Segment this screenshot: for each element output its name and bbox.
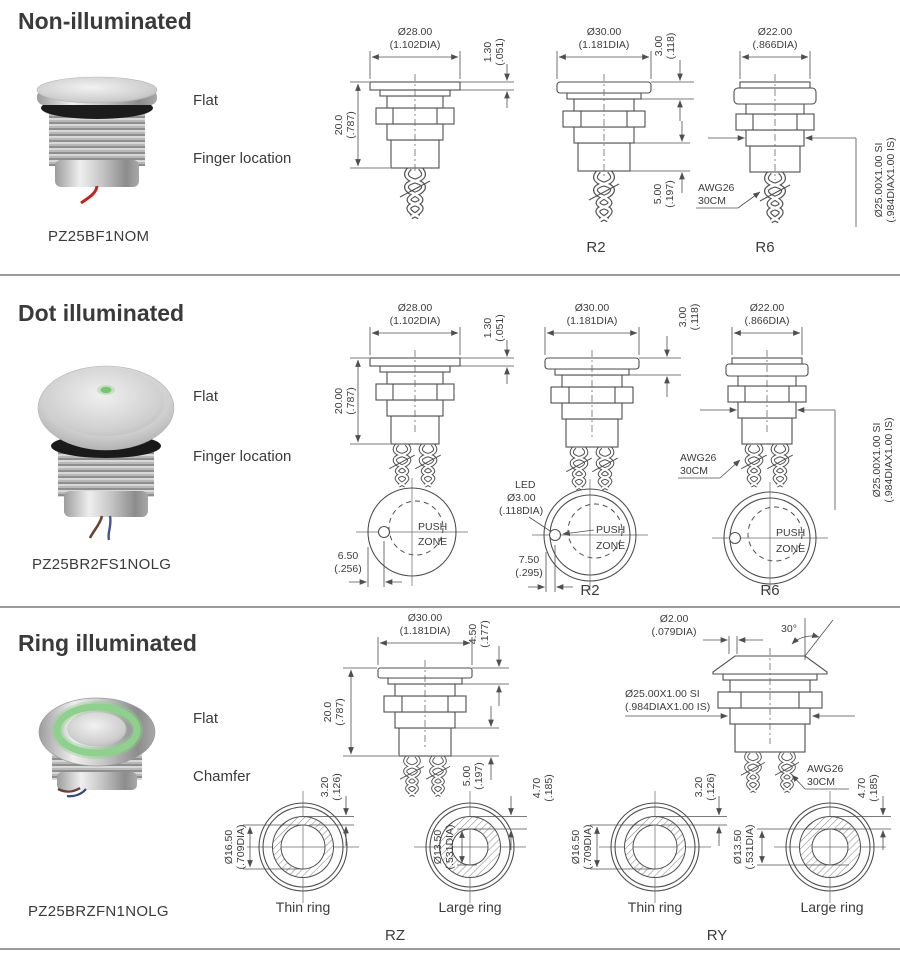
dim-label: (.256) <box>334 563 362 575</box>
dim-label: 4.70 <box>531 777 543 799</box>
drawing-s1-r6 <box>690 22 900 267</box>
dim-label: (.787) <box>345 387 357 415</box>
switch-side-view <box>557 74 651 220</box>
ring-style-label: Large ring <box>800 899 864 915</box>
drawing-s3-rz <box>215 610 555 954</box>
dim-label: 3.00 <box>677 306 689 328</box>
dim-label: (.531DIA) <box>444 824 456 870</box>
photo-bottom-cap <box>57 772 137 790</box>
dim-label: 3.00 <box>653 35 665 57</box>
push-zone-label: PUSH <box>418 521 448 533</box>
dim-label: 1.30 <box>482 317 494 339</box>
wire-label: 30CM <box>807 776 836 788</box>
dim-label: Ø30.00 <box>574 302 610 314</box>
label-finger-location-1: Finger location <box>193 150 292 167</box>
variant-label: R2 <box>580 582 600 599</box>
dim-label: 4.70 <box>856 777 868 799</box>
angle-label: 30° <box>781 623 797 635</box>
switch-side-view <box>370 74 460 217</box>
bottom-divider <box>0 948 900 950</box>
dim-label: 6.50 <box>337 550 359 562</box>
switch-side-view <box>726 350 808 486</box>
dim-label: (1.181DIA) <box>578 39 630 51</box>
dim-label: (.866DIA) <box>744 315 790 327</box>
variant-label: RY <box>706 927 728 944</box>
dim-label: Ø16.50 <box>570 829 582 865</box>
section-divider <box>0 274 900 276</box>
dim-label: (.079DIA) <box>651 626 697 638</box>
dim-label: (.984DIAX1.00 IS) <box>625 701 711 713</box>
dim-label: Ø25.00X1.00 SI <box>873 142 885 218</box>
dim-label: (.185) <box>868 774 880 802</box>
dim-label: (.118) <box>665 32 677 60</box>
dim-label: 20.00 <box>333 387 345 415</box>
dim-label: Ø13.50 <box>732 829 744 865</box>
photo-wire-blue <box>109 516 111 540</box>
label-chamfer-3: Chamfer <box>193 768 251 785</box>
ring-views <box>570 773 891 915</box>
led-label: Ø3.00 <box>507 492 536 504</box>
dim-label: 3.20 <box>319 776 331 798</box>
dim-label: (.126) <box>705 773 717 801</box>
switch-side-view <box>378 660 472 795</box>
dim-label: Ø28.00 <box>397 26 433 38</box>
variant-label: RZ <box>385 927 405 944</box>
photo-wire-dark <box>90 516 102 538</box>
dim-label: (.709DIA) <box>582 824 594 870</box>
drawing-s1-r2 <box>512 22 708 267</box>
dim-label: 7.50 <box>518 554 540 566</box>
photo-red-wire <box>81 186 97 203</box>
switch-side-view <box>545 350 639 489</box>
push-zone-label: ZONE <box>418 536 448 548</box>
push-zone-label: PUSH <box>596 524 626 536</box>
label-flat-3: Flat <box>193 710 219 727</box>
dim-label: Ø30.00 <box>586 26 622 38</box>
wire-label: 30CM <box>680 465 709 477</box>
drawing-s2-r6 <box>675 295 900 600</box>
photo-dot-illuminated <box>20 350 180 542</box>
dim-label: (1.102DIA) <box>389 39 441 51</box>
variant-label: R2 <box>586 239 606 256</box>
dim-label: (.177) <box>479 620 491 648</box>
switch-side-view <box>734 74 816 221</box>
photo-head-top <box>37 77 157 103</box>
dim-label: (.787) <box>345 111 357 139</box>
label-flat-2: Flat <box>193 388 219 405</box>
ring-views <box>223 773 555 915</box>
part-number-2: PZ25BR2FS1NOLG <box>32 556 172 573</box>
section-title-dot-illuminated: Dot illuminated <box>18 300 185 326</box>
photo-bottom-cap <box>55 160 139 187</box>
dim-label: 4.50 <box>467 623 479 645</box>
drawing-s1-flat <box>330 22 520 262</box>
dim-label: (.984DIAX1.00 IS) <box>883 417 895 503</box>
dim-label: (.787) <box>334 698 346 726</box>
drawing-s3-ry <box>555 610 900 954</box>
photo-center-button <box>68 712 126 746</box>
dim-label: (.051) <box>494 38 506 66</box>
section-title-non-illuminated: Non-illuminated <box>18 8 192 34</box>
push-zone-label: PUSH <box>776 527 806 539</box>
dim-label: Ø13.50 <box>432 829 444 865</box>
dim-label: 20.0 <box>333 114 345 136</box>
label-flat-1: Flat <box>193 92 219 109</box>
dim-label: (.051) <box>494 314 506 342</box>
led-label: LED <box>515 479 536 491</box>
wire-label: 30CM <box>698 195 727 207</box>
dim-label: 5.00 <box>461 765 473 787</box>
dim-label: (.185) <box>543 774 555 802</box>
dim-label: (.531DIA) <box>744 824 756 870</box>
switch-side-view <box>370 350 460 486</box>
dim-label: (.197) <box>664 180 676 208</box>
photo-bottom-cap <box>64 491 148 517</box>
section-title-ring-illuminated: Ring illuminated <box>18 630 197 656</box>
dim-label: (1.102DIA) <box>389 315 441 327</box>
dim-label: Ø16.50 <box>223 829 235 865</box>
dim-label: Ø25.00X1.00 SI <box>871 422 883 498</box>
dim-label: 1.30 <box>482 41 494 63</box>
led-dot <box>101 387 112 393</box>
dim-label: (1.181DIA) <box>399 625 451 637</box>
section-divider <box>0 606 900 608</box>
part-number-1: PZ25BF1NOM <box>48 228 150 245</box>
push-zone-label: ZONE <box>776 543 806 555</box>
dim-label: Ø25.00X1.00 SI <box>625 688 700 700</box>
wire-label: AWG26 <box>807 763 844 775</box>
drawing-s2-flat <box>330 295 520 600</box>
ring-style-label: Thin ring <box>627 899 683 915</box>
dim-label: (.197) <box>473 762 485 790</box>
wire-label: AWG26 <box>698 182 735 194</box>
dim-label: (.118) <box>689 303 701 331</box>
variant-label: R6 <box>755 239 775 256</box>
dim-label: (1.181DIA) <box>566 315 618 327</box>
dim-label: (.295) <box>515 567 543 579</box>
led-label: (.118DIA) <box>499 505 544 517</box>
dim-label: Ø2.00 <box>659 613 689 625</box>
photo-dome-highlight <box>48 368 164 436</box>
dim-label: (.984DIAX1.00 IS) <box>885 137 897 223</box>
push-zone-label: ZONE <box>596 540 626 552</box>
label-finger-location-2: Finger location <box>193 448 292 465</box>
dim-label: (.709DIA) <box>235 824 247 870</box>
wire-label: AWG26 <box>680 452 717 464</box>
ring-style-label: Large ring <box>438 899 502 915</box>
dim-label: Ø22.00 <box>749 302 785 314</box>
front-view <box>499 479 648 592</box>
dim-label: 5.00 <box>652 183 664 205</box>
front-view <box>712 482 828 594</box>
dim-label: (.866DIA) <box>752 39 798 51</box>
dim-label: Ø28.00 <box>397 302 433 314</box>
dim-label: (.126) <box>331 773 343 801</box>
dim-label: Ø30.00 <box>407 612 443 624</box>
dim-label: Ø22.00 <box>757 26 793 38</box>
dim-label: 3.20 <box>693 776 705 798</box>
variant-label: R6 <box>760 582 780 599</box>
photo-non-illuminated <box>22 68 172 208</box>
front-view <box>334 478 468 587</box>
ring-style-label: Thin ring <box>275 899 331 915</box>
dim-label: 20.0 <box>322 701 334 723</box>
photo-ring-illuminated <box>22 692 172 804</box>
part-number-3: PZ25BRZFN1NOLG <box>28 903 169 920</box>
